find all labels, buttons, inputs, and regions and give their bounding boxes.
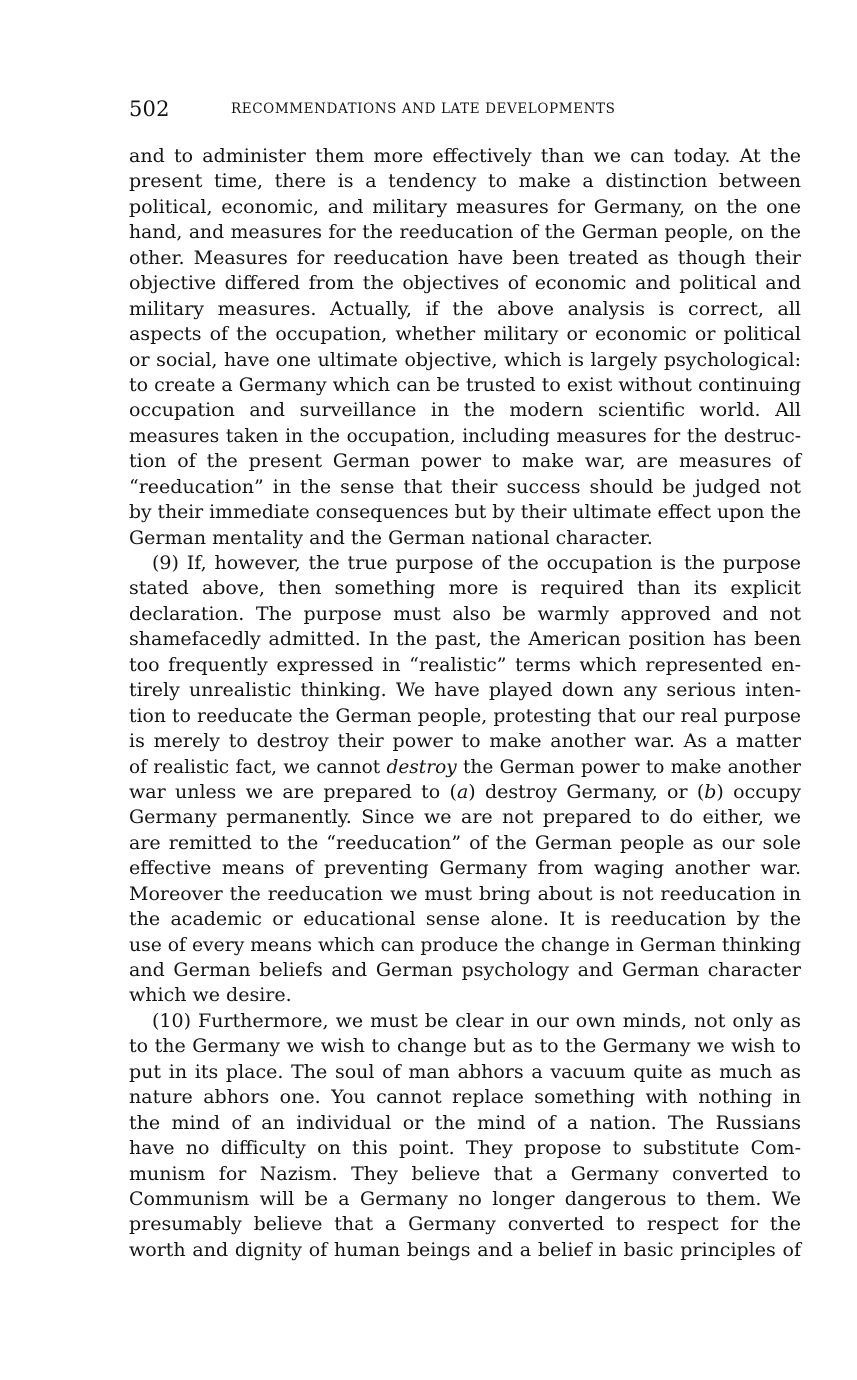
text-line: tion to reeducate the German people, protesting that our real purpose <box>129 705 801 727</box>
text-line: presumably believe that a Germany converted to respect for the <box>129 1213 801 1236</box>
text-line: (10) Furthermore, we must be clear in our own minds, not only as <box>152 1009 801 1032</box>
text-run-italic: destroy <box>386 756 457 778</box>
text-line: to create a Germany which can be trusted to exist without continuing <box>129 373 801 396</box>
text-line: objective differed from the objectives of economic and political and <box>129 272 801 295</box>
text-line: put in its place. The soul of man abhors a vacuum quite as much as <box>129 1060 801 1083</box>
text-line: or social, have one ultimate objective, which is largely psychological: <box>129 348 801 371</box>
text-run-italic: a <box>456 780 469 803</box>
text-line: aspects of the occupation, whether military or economic or political <box>129 323 801 346</box>
text-line: and to administer them more effectively than we can today. At the <box>129 145 801 167</box>
text-line: have no difficulty on this point. They propose to substitute Com- <box>129 1137 801 1160</box>
text-line: which we desire. <box>129 984 292 1007</box>
text-line: is merely to destroy their power to make another war. As a matter <box>129 730 801 753</box>
text-line: too frequently expressed in “realistic” terms which represented en- <box>129 653 801 676</box>
text-line: Moreover the reeducation we must bring about is not reeducation in <box>129 882 801 905</box>
text-line: and German beliefs and German psychology and German character <box>129 959 801 981</box>
page-number: 502 <box>129 97 170 121</box>
text-line: occupation and surveillance in the modern scientific world. All <box>129 399 801 422</box>
text-run: the German power to make another <box>456 756 801 778</box>
text-run: ) destroy Germany, or ( <box>468 780 705 803</box>
text-line: “reeducation” in the sense that their success should be judged not <box>129 475 801 498</box>
text-line: the mind of an individual or the mind of a nation. The Russians <box>129 1111 801 1134</box>
text-line: tirely unrealistic thinking. We have played down any serious inten- <box>129 679 801 702</box>
text-line: effective means of preventing Germany from waging another war. <box>129 857 801 880</box>
text-line: shamefacedly admitted. In the past, the American position has been <box>129 628 801 651</box>
text-line: are remitted to the “reeducation” of the German people as our sole <box>129 831 801 854</box>
text-line: other. Measures for reeducation have been treated as though their <box>129 246 801 269</box>
running-head <box>129 95 801 123</box>
text-line <box>129 780 801 805</box>
text-line <box>129 755 801 780</box>
body-text <box>129 144 801 1263</box>
text-line: hand, and measures for the reeducation of the German people, on the <box>129 222 801 244</box>
text-line: use of every means which can produce the change in German thinking <box>129 934 801 956</box>
text-line: declaration. The purpose must also be warmly approved and not <box>129 602 801 625</box>
text-line: to the Germany we wish to change but as to the Germany we wish to <box>129 1035 801 1058</box>
text-run-italic: b <box>704 780 717 803</box>
text-line: (9) If, however, the true purpose of the occupation is the purpose <box>152 552 801 574</box>
text-line: the academic or educational sense alone. It is reeducation by the <box>129 908 801 931</box>
text-line: measures taken in the occupation, including measures for the destruc- <box>129 425 801 447</box>
text-run: of realistic fact, we cannot <box>129 756 387 778</box>
text-line: political, economic, and military measures for Germany, on the one <box>129 195 801 218</box>
text-line: Communism will be a Germany no longer dangerous to them. We <box>129 1187 801 1210</box>
text-line: German mentality and the German national character. <box>129 526 653 549</box>
text-line: stated above, then something more is required than its explicit <box>129 577 801 600</box>
text-line: Germany permanently. Since we are not prepared to do either, we <box>129 806 801 829</box>
text-line: munism for Nazism. They believe that a Germany converted to <box>129 1162 801 1185</box>
text-line: nature abhors one. You cannot replace something with nothing in <box>129 1086 801 1109</box>
text-line: tion of the present German power to make war, are measures of <box>129 450 801 473</box>
text-line: by their immediate consequences but by their ultimate effect upon the <box>129 502 802 524</box>
text-line: present time, there is a tendency to make a distinction between <box>129 170 801 193</box>
running-head-title: RECOMMENDATIONS AND LATE DEVELOPMENTS <box>231 101 616 117</box>
text-line: worth and dignity of human beings and a belief in basic principles of <box>129 1238 801 1261</box>
text-run: ) occupy <box>716 780 801 803</box>
text-line: military measures. Actually, if the above analysis is correct, all <box>129 297 801 320</box>
text-run: war unless we are prepared to ( <box>129 780 457 803</box>
